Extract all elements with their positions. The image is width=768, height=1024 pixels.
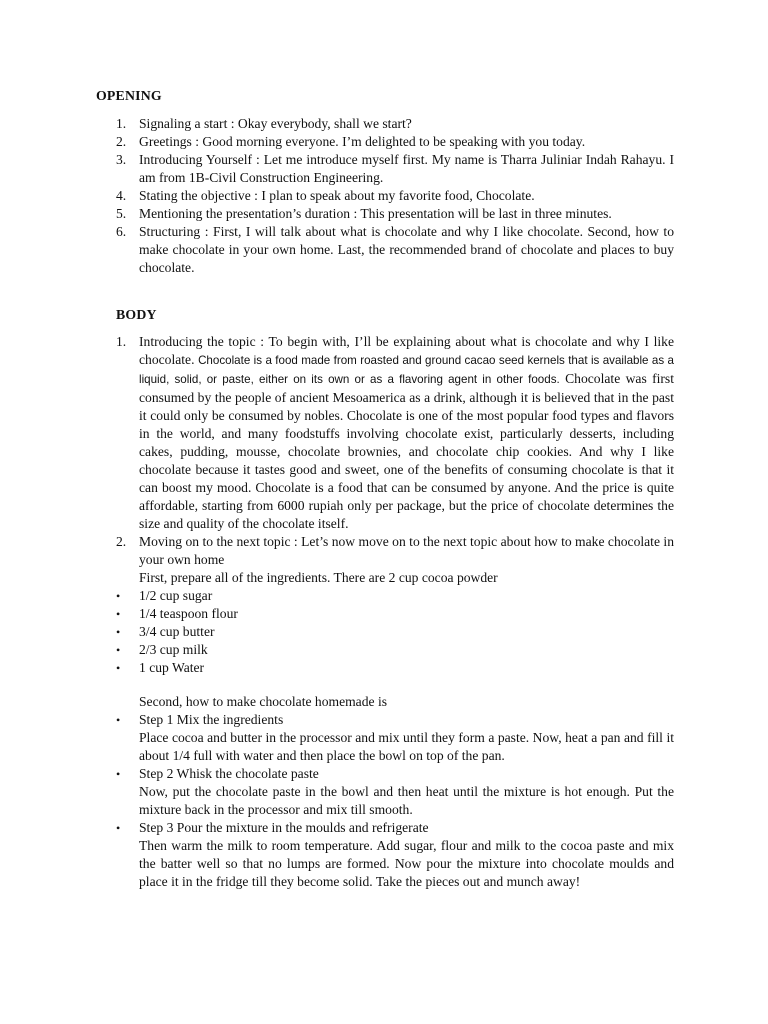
opening-list: [116, 115, 674, 277]
spacer: [116, 677, 674, 693]
list-number: 3.: [116, 152, 127, 167]
ingredient-item: [116, 587, 674, 605]
ingredient-item: [116, 623, 674, 641]
second-step-intro: Second, how to make chocolate homemade is: [139, 694, 388, 709]
ingredient-text: 1/4 teaspoon flour: [139, 606, 238, 621]
opening-item-5: [116, 205, 674, 223]
body-item-2: [116, 533, 674, 587]
step-title: Step 3 Pour the mixture in the moulds and refrigerate: [139, 820, 429, 835]
bullet-icon: •: [116, 821, 121, 835]
list-number: 1.: [116, 334, 127, 349]
body-heading: BODY: [116, 307, 157, 322]
bullet-icon: •: [116, 767, 121, 781]
step-title: Step 1 Mix the ingredients: [139, 712, 284, 727]
ingredient-text: 2/3 cup milk: [139, 642, 208, 657]
chocolate-definition-text: Chocolate is a food made from roasted and ground cacao seed kernels that is available as a liquid, solid, or paste, either on its own or as a flavoring agent in other foods.: [139, 354, 674, 386]
opening-item-3: [116, 151, 674, 187]
body-item-1: [116, 333, 674, 533]
bullet-icon: •: [116, 607, 121, 621]
ingredient-item: [116, 659, 674, 677]
step-item-2: [116, 765, 674, 819]
list-number: 4.: [116, 188, 127, 203]
bullet-icon: •: [116, 625, 121, 639]
opening-item-text: Structuring : First, I will talk about what is chocolate and why I like chocolate. Second, how to make chocolate in your own home. Last, the recommended brand of chocolate and places to buy chocolate.: [139, 224, 674, 275]
prepare-ingredients-text: First, prepare all of the ingredients. There are 2 cup cocoa powder: [139, 570, 498, 585]
opening-item-6: [116, 223, 674, 277]
ingredient-text: 3/4 cup butter: [139, 624, 215, 639]
ingredient-text: 1 cup Water: [139, 660, 205, 675]
ingredient-item: [116, 641, 674, 659]
list-number: 2.: [116, 134, 127, 149]
bullet-icon: •: [116, 713, 121, 727]
list-number: 2.: [116, 534, 127, 549]
opening-item-2: [116, 133, 674, 151]
step-text: Place cocoa and butter in the processor and mix until they form a paste. Now, heat a pan and fill it about 1/4 full with water and then place the bowl on top of the pan.: [139, 730, 674, 763]
opening-item-text: Signaling a start : Okay everybody, shall we start?: [139, 116, 412, 131]
next-topic-text: Moving on to the next topic : Let’s now move on to the next topic about how to make chocolate in your own home: [139, 534, 674, 567]
step-text: Now, put the chocolate paste in the bowl and then heat until the mixture is hot enough. Put the mixture back in the processor and mix till smooth.: [139, 784, 674, 817]
list-number: 1.: [116, 116, 127, 131]
ingredient-item: [116, 605, 674, 623]
bullet-icon: •: [116, 643, 121, 657]
body-list: [116, 333, 674, 891]
steps-list: [116, 711, 674, 891]
opening-item-text: Stating the objective : I plan to speak about my favorite food, Chocolate.: [139, 188, 535, 203]
topic-intro-text: Introducing the topic : To begin with, I’ll be explaining about what is chocolate and why I like chocolate.: [139, 334, 674, 367]
opening-item-4: [116, 187, 674, 205]
opening-item-text: Greetings : Good morning everyone. I’m delighted to be speaking with you today.: [139, 134, 586, 149]
ingredient-list: [116, 587, 674, 677]
opening-heading: OPENING: [96, 88, 162, 103]
step-item-1: [116, 711, 674, 765]
bullet-icon: •: [116, 661, 121, 675]
step-title: Step 2 Whisk the chocolate paste: [139, 766, 319, 781]
opening-item-text: Mentioning the presentation’s duration : This presentation will be last in three minutes.: [139, 206, 612, 221]
opening-item-text: Introducing Yourself : Let me introduce myself first. My name is Tharra Juliniar Indah Rahayu. I am from 1B-Civil Construction Engineering.: [139, 152, 674, 185]
step-text: Then warm the milk to room temperature. Add sugar, flour and milk to the cocoa paste and mix the batter well so that no lumps are formed. Now pour the mixture into chocolate moulds and place it in the fridge till they become solid. Take the pieces out and munch away!: [139, 838, 674, 889]
chocolate-description-text: Chocolate was first consumed by the people of ancient Mesoamerica as a drink, although it is believed that in the past it could only be consumed by nobles. Chocolate is one of the most popular food types and flavors in the world, and many foodstuffs involving chocolate exist, particularly desserts, including cakes, pudding, mousse, chocolate brownies, and chocolate chip cookies. And why I like chocolate because it tastes good and sweet, one of the benefits of consuming chocolate is that it can boost my mood. Chocolate is a food that can be consumed by anyone. And the price is quite affordable, starting from 6000 rupiah only per package, but the price of chocolate determines the size and quality of the chocolate itself.: [139, 371, 674, 531]
opening-item-1: [116, 115, 674, 133]
ingredient-text: 1/2 cup sugar: [139, 588, 213, 603]
list-number: 5.: [116, 206, 127, 221]
list-number: 6.: [116, 224, 127, 239]
step-item-3: [116, 819, 674, 891]
bullet-icon: •: [116, 589, 121, 603]
